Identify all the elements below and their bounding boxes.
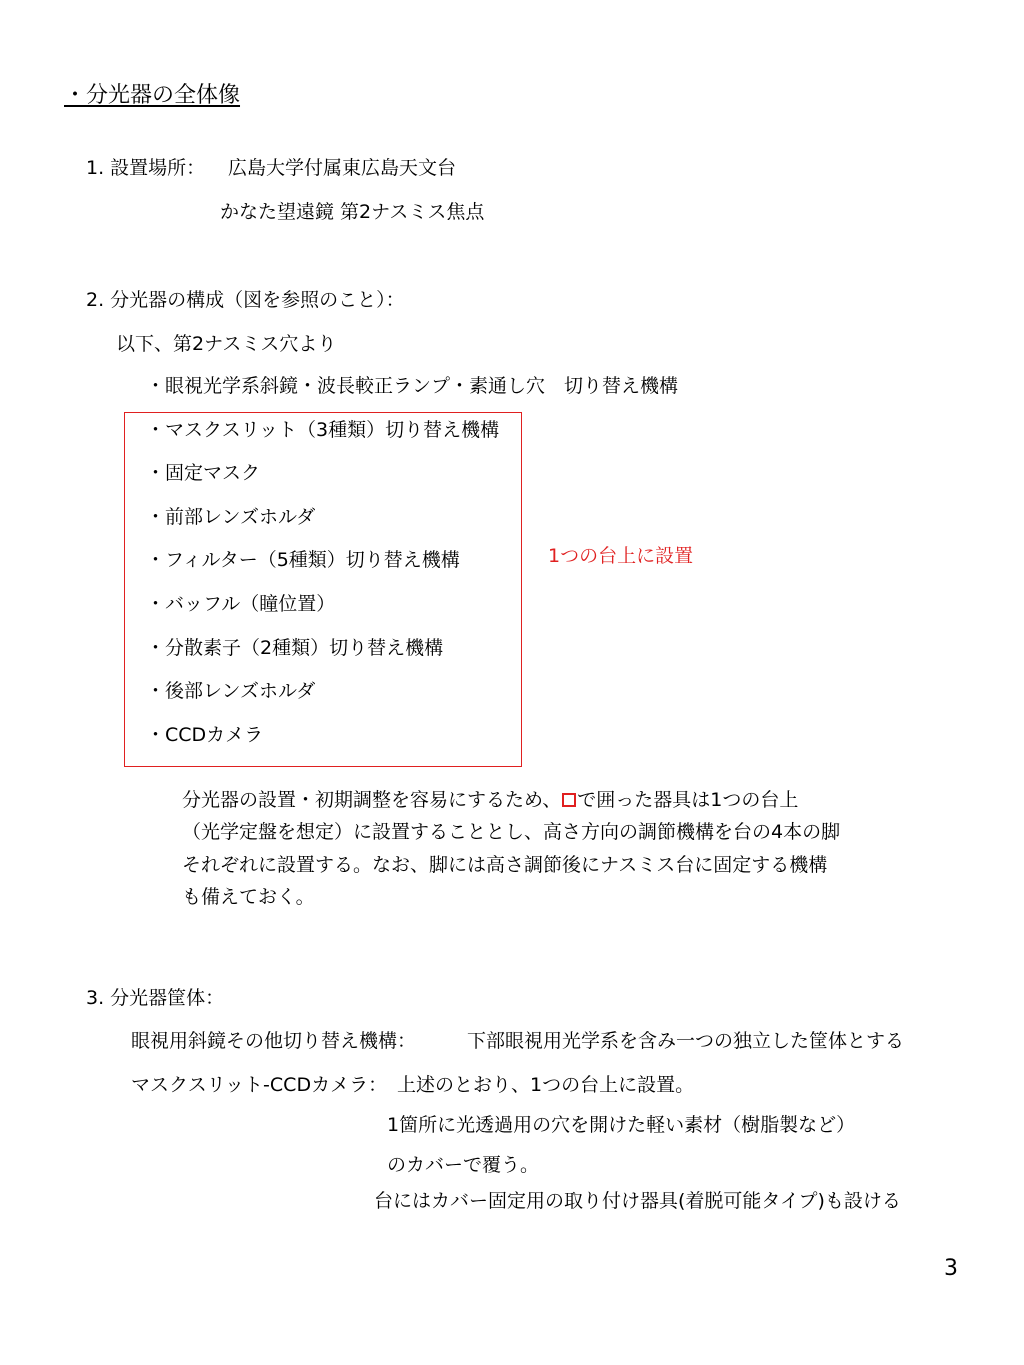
para-line-1 <box>182 788 798 812</box>
box-note: 1つの台上に設置 <box>548 545 694 567</box>
page-number: 3 <box>944 1256 958 1281</box>
section3-row2-cont2: のカバーで覆う。 <box>387 1154 540 1176</box>
para-line-4: も備えておく。 <box>182 886 315 908</box>
boxed-item: ・フィルター（5種類）切り替え機構 <box>146 549 460 571</box>
section3-row1-label: 眼視用斜鏡その他切り替え機構： <box>131 1030 417 1052</box>
boxed-item: ・前部レンズホルダ <box>146 506 316 528</box>
red-square-icon <box>562 793 576 807</box>
boxed-item: ・固定マスク <box>146 462 261 484</box>
para-line-3: それぞれに設置する。なお、脚には高さ調節後にナスミス台に固定する機構 <box>182 854 828 876</box>
page-title: ・分光器の全体像 <box>64 83 241 108</box>
boxed-item: ・後部レンズホルダ <box>146 680 316 702</box>
boxed-item: ・マスクスリット（3種類）切り替え機構 <box>146 419 500 441</box>
section2-label: 2. 分光器の構成（図を参照のこと）： <box>86 289 405 311</box>
para-line-1-before: 分光器の設置・初期調整を容易にするため、 <box>182 789 562 811</box>
section3-row2-value: 上述のとおり、1つの台上に設置。 <box>397 1074 695 1096</box>
boxed-item: ・分散素子（2種類）切り替え機構 <box>146 637 444 659</box>
para-line-2: （光学定盤を想定）に設置することとし、高さ方向の調節機構を台の4本の脚 <box>182 821 841 843</box>
section2-item-mirror: ・眼視光学系斜鏡・波長較正ランプ・素通し穴 切り替え機構 <box>146 375 679 397</box>
section2-intro: 以下、第2ナスミス穴より <box>116 333 337 355</box>
boxed-item: ・CCDカメラ <box>146 724 264 746</box>
section1-telescope: かなた望遠鏡 第2ナスミス焦点 <box>220 201 485 223</box>
para-line-1-after: で囲った器具は1つの台上 <box>577 789 799 811</box>
section3-label: 3. 分光器筐体： <box>86 987 225 1009</box>
section1-location: 広島大学付属東広島天文台 <box>228 157 457 179</box>
section3-row2-cont3: 台にはカバー固定用の取り付け器具(着脱可能タイプ)も設ける <box>374 1190 901 1212</box>
section3-row2-label: マスクスリット-CCDカメラ： <box>131 1074 388 1096</box>
section3-row1-value: 下部眼視用光学系を含み一つの独立した筐体とする <box>467 1030 905 1052</box>
section3-row2-cont1: 1箇所に光透過用の穴を開けた軽い素材（樹脂製など） <box>387 1114 856 1136</box>
boxed-item: ・バッフル（瞳位置） <box>146 593 336 615</box>
section1-label: 1. 設置場所： <box>86 157 206 179</box>
